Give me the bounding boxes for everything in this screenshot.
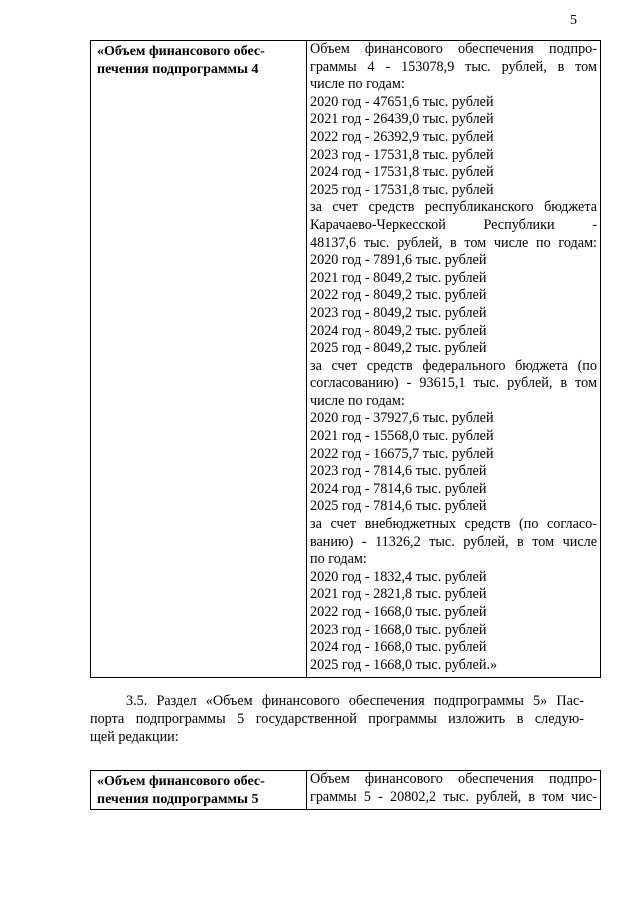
table1-value-line: 2021 год - 8049,2 тыс. рублей	[310, 269, 487, 286]
table1-label-line: печения подпрограммы 4	[97, 62, 259, 77]
table1-value-line: 2021 год - 15568,0 тыс. рублей	[310, 428, 494, 445]
paragraph-line: порта подпрограммы 5 государственной программы изложить в следую-	[90, 711, 584, 727]
table1-value-line: 2022 год - 1668,0 тыс. рублей	[310, 604, 487, 620]
table1-value-line: 2024 год - 1668,0 тыс. рублей	[310, 639, 487, 656]
table1-value-line: 2020 год - 37927,6 тыс. рублей	[310, 410, 494, 427]
table1-value-line: Карачаево-Черкесской Республики -	[310, 216, 597, 233]
table1-value-line: 2023 год - 7814,6 тыс. рублей	[310, 463, 487, 480]
table2-label-line: печения подпрограммы 5	[97, 792, 259, 807]
table1-value-line: Объем финансового обеспечения подпро-	[310, 41, 597, 57]
paragraph-line: щей редакции:	[90, 729, 179, 745]
table1-value-line: 2021 год - 26439,0 тыс. рублей	[310, 111, 494, 128]
table1-value-line: 2024 год - 7814,6 тыс. рублей	[310, 480, 487, 497]
table1-label-cell	[91, 41, 307, 678]
table1-value-line: 2022 год - 8049,2 тыс. рублей	[310, 287, 487, 304]
table1-value-line: 2025 год - 8049,2 тыс. рублей	[310, 340, 487, 357]
table1-value-line: числе по годам:	[310, 392, 405, 409]
subprogram-5-funding-table	[90, 770, 601, 810]
table1-value-line: 2025 год - 17531,8 тыс. рублей	[310, 181, 494, 198]
table1-value-line: 48137,6 тыс. рублей, в том числе по годам:	[310, 234, 597, 251]
table1-value-line: 2023 год - 8049,2 тыс. рублей	[310, 304, 487, 321]
subprogram-4-funding-table	[90, 40, 601, 678]
table1-value-line: 2024 год - 17531,8 тыс. рублей	[310, 164, 494, 181]
table1-value-line: 2024 год - 8049,2 тыс. рублей	[310, 322, 487, 339]
table1-value-line: за счет средств республиканского бюджета	[310, 199, 597, 216]
table1-value-line: 2022 год - 16675,7 тыс. рублей	[310, 445, 494, 462]
table1-value-line: 2020 год - 7891,6 тыс. рублей	[310, 252, 487, 269]
table1-value-line: 2025 год - 7814,6 тыс. рублей	[310, 498, 487, 515]
table1-value-line: 2020 год - 47651,6 тыс. рублей	[310, 93, 494, 110]
page-number: 5	[570, 13, 577, 28]
table1-value-line: граммы 4 - 153078,9 тыс. рублей, в том	[310, 58, 597, 75]
table1-value-line: ванию) - 11326,2 тыс. рублей, в том числе	[310, 533, 597, 550]
table1-value-cell	[307, 41, 601, 678]
table1-value-line: по годам:	[310, 551, 367, 568]
table1-value-line: за счет средств федерального бюджета (по	[310, 357, 597, 374]
table1-value-line: числе по годам:	[310, 76, 405, 93]
table2-value-line: граммы 5 - 20802,2 тыс. рублей, в том чис-	[310, 788, 597, 805]
table2-value-cell	[307, 771, 601, 810]
table1-value-line: согласованию) - 93615,1 тыс. рублей, в том	[310, 375, 597, 392]
table2-label-line: «Объем финансового обес-	[97, 774, 265, 789]
table1-value-line: 2021 год - 2821,8 тыс. рублей	[310, 586, 487, 603]
table2-value-line: Объем финансового обеспечения подпро-	[310, 771, 597, 787]
table1-value-line: 2022 год - 26392,9 тыс. рублей	[310, 128, 494, 145]
paragraph-line: 3.5. Раздел «Объем финансового обеспечения подпрограммы 5» Пас-	[126, 693, 584, 709]
table1-value-line: 2025 год - 1668,0 тыс. рублей.»	[310, 656, 498, 673]
table1-value-line: 2020 год - 1832,4 тыс. рублей	[310, 568, 487, 585]
table1-label-line: «Объем финансового обес-	[97, 44, 265, 59]
table1-value-line: 2023 год - 1668,0 тыс. рублей	[310, 621, 487, 638]
table2-label-cell	[91, 771, 307, 810]
table1-value-line: 2023 год - 17531,8 тыс. рублей	[310, 146, 494, 163]
section-3-5-paragraph	[90, 692, 584, 746]
table1-value-line: за счет внебюджетных средств (по согласо-	[310, 516, 597, 533]
